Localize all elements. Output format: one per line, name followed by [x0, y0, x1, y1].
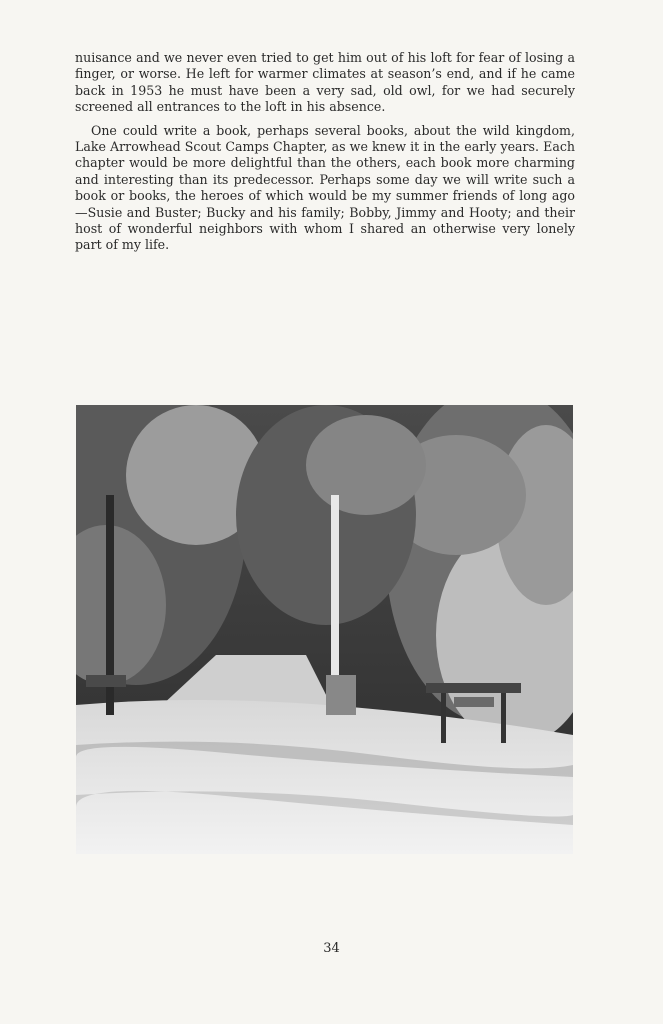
body-text — [75, 50, 575, 254]
paragraph-1: nuisance and we never even tried to get him out of his loft for fear of losing a finger, or worse. He left for warmer climates at season’s end, and if he came back in 1953 he must have been a very sad, old owl, for we had securely screened all entrances to the loft in his absence. — [75, 50, 575, 115]
paragraph-2: One could write a book, perhaps several books, about the wild kingdom, Lake Arrowhead Scout Camps Chapter, as we knew it in the early years. Each chapter would be more delightful than the others, each book more charming and interesting than its predecessor. Perhaps some day we will write such a book or books, the heroes of which would be my summer friends of long ago—Susie and Buster; Bucky and his family; Bobby, Jimmy and Hooty; and their host of wonderful neighbors with whom I shared an otherwise very lonely part of my life. — [75, 122, 575, 253]
snowy-road-photo — [76, 405, 573, 854]
page-number: 34 — [323, 941, 340, 956]
